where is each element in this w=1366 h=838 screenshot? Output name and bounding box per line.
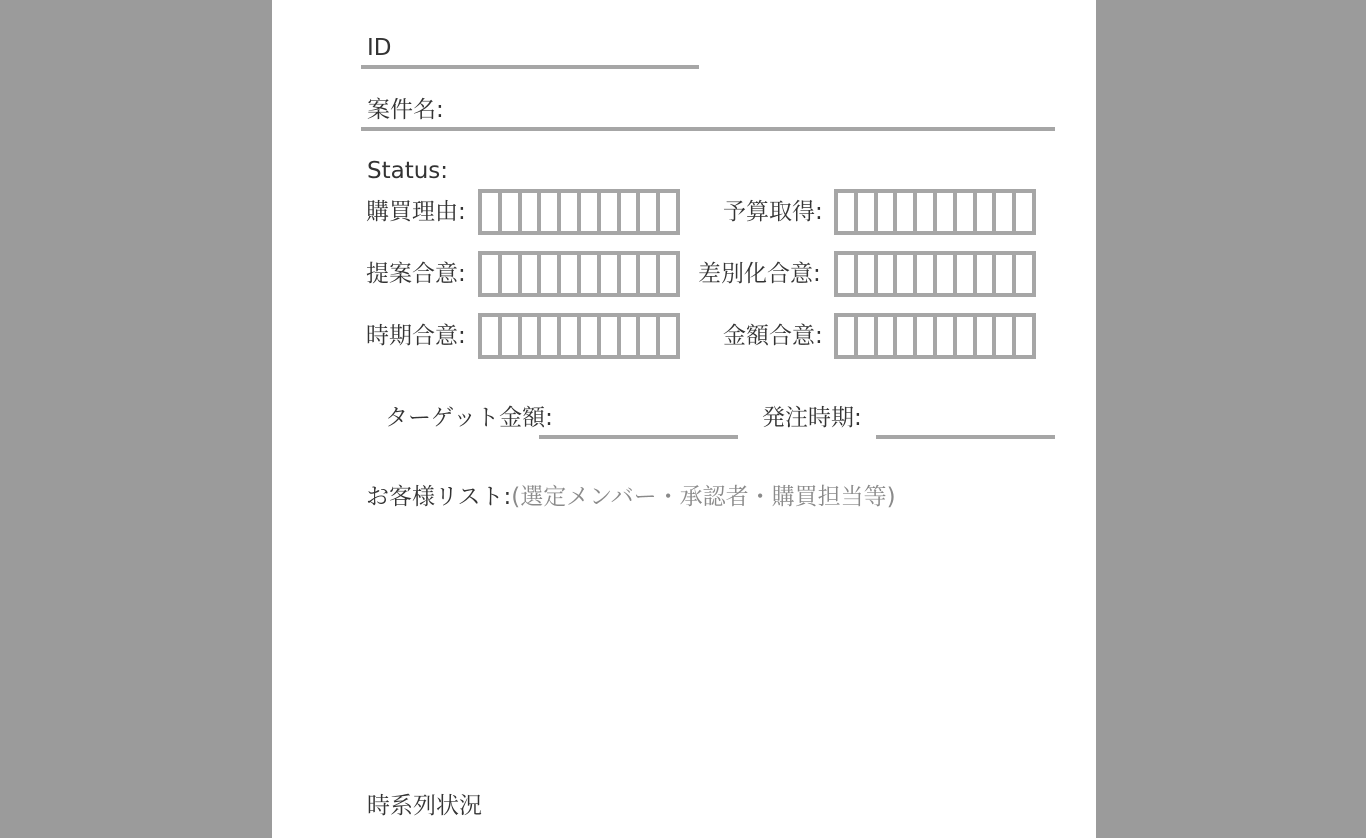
id-field[interactable] bbox=[361, 65, 699, 69]
target-amount-label: ターゲット金額: bbox=[385, 405, 553, 431]
timeline-label: 時系列状況 bbox=[367, 793, 482, 819]
status-label: Status: bbox=[367, 158, 449, 184]
status-amount-boxes[interactable] bbox=[834, 313, 1036, 359]
status-budget-label: 予算取得: bbox=[723, 199, 823, 225]
status-purchase-reason-boxes[interactable] bbox=[478, 189, 680, 235]
status-amount-label: 金額合意: bbox=[723, 323, 823, 349]
id-label: ID bbox=[367, 35, 392, 61]
status-differentiation-label: 差別化合意: bbox=[698, 261, 821, 287]
status-proposal-label: 提案合意: bbox=[366, 261, 466, 287]
order-timing-label: 発注時期: bbox=[762, 405, 862, 431]
status-proposal-boxes[interactable] bbox=[478, 251, 680, 297]
form-page bbox=[272, 0, 1096, 838]
order-timing-field[interactable] bbox=[876, 435, 1055, 439]
customer-list-label: お客様リスト: bbox=[366, 484, 512, 510]
status-purchase-reason-label: 購買理由: bbox=[366, 199, 466, 225]
case-name-label: 案件名: bbox=[367, 97, 444, 123]
case-name-field[interactable] bbox=[361, 127, 1055, 131]
status-budget-boxes[interactable] bbox=[834, 189, 1036, 235]
status-timing-label: 時期合意: bbox=[366, 323, 466, 349]
customer-list-heading bbox=[366, 484, 896, 510]
status-differentiation-boxes[interactable] bbox=[834, 251, 1036, 297]
target-amount-field[interactable] bbox=[539, 435, 738, 439]
status-timing-boxes[interactable] bbox=[478, 313, 680, 359]
customer-list-hint: (選定メンバー・承認者・購買担当等) bbox=[511, 484, 896, 510]
